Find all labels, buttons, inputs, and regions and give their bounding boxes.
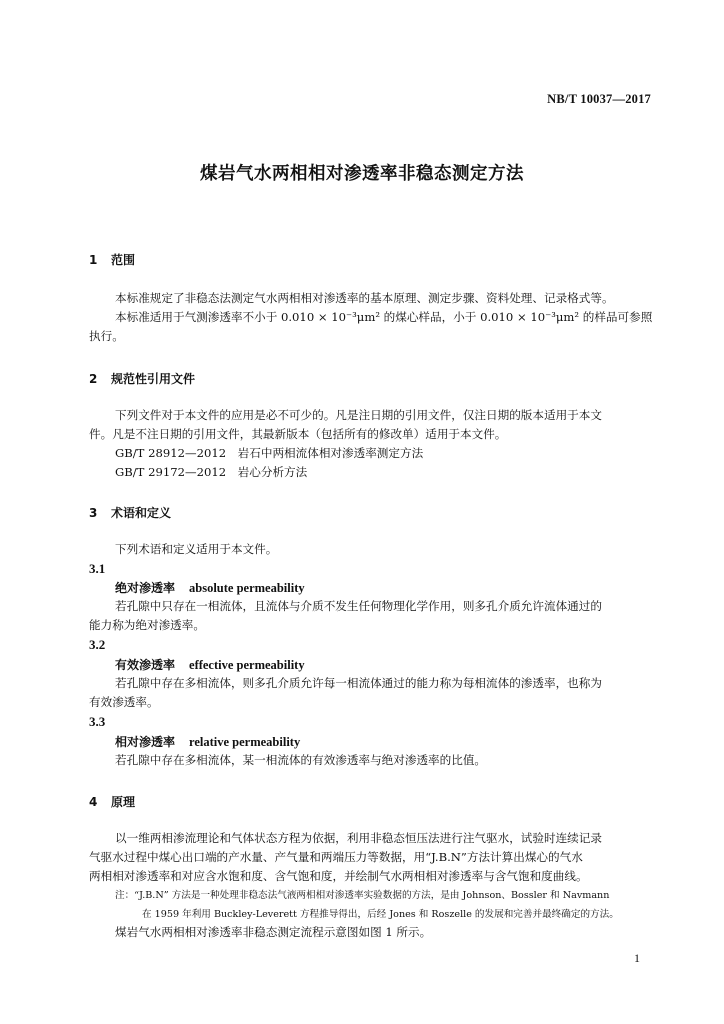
section-heading-terms (89, 504, 171, 521)
paragraph-line: 气驱水过程中煤心出口端的产水量、产气量和两端压力等数据，用“J.B.N”方法计算出煤心的气水 (89, 850, 583, 864)
paragraph-line: 下列文件对于本文件的应用是必不可少的。凡是注日期的引用文件，仅注日期的版本适用于本文 (115, 408, 602, 422)
term-zh: 相对渗透率 (115, 735, 176, 749)
paragraph-line: 两相相对渗透率和对应含水饱和度、含气饱和度，并绘制气水两相相对渗透率与含气饱和度曲线。 (89, 869, 588, 883)
reference-line: GB/T 28912—2012 岩石中两相流体相对渗透率测定方法 (115, 446, 424, 460)
paragraph-line: 下列术语和定义适用于本文件。 (115, 542, 278, 556)
definition-line: 若孔隙中存在多相流体，则多孔介质允许每一相流体通过的能力称为每相流体的渗透率，也称为 (115, 676, 602, 690)
section-number: 4 (89, 795, 98, 809)
term-entry (115, 656, 305, 673)
section-title: 规范性引用文件 (111, 372, 196, 386)
section-number: 2 (89, 372, 98, 386)
term-en: absolute permeability (189, 581, 305, 595)
term-en: relative permeability (189, 735, 301, 749)
definition-line: 能力称为绝对渗透率。 (89, 618, 205, 632)
page-number: 1 (634, 951, 640, 965)
section-title: 术语和定义 (111, 506, 172, 520)
reference-line: GB/T 29172—2012 岩心分析方法 (115, 465, 308, 479)
term-entry (115, 733, 300, 750)
term-zh: 绝对渗透率 (115, 581, 176, 595)
note-line: 在 1959 年利用 Buckley-Leverett 方程推导得出，后经 Jones 和 Roszelle 的发展和完善并最终确定的方法。 (142, 909, 619, 920)
term-en: effective permeability (189, 658, 305, 672)
paragraph-line: 本标准适用于气测渗透率不小于 0.010 × 10⁻³μm² 的煤心样品，小于 0.010 × 10⁻³μm² 的样品可参照 (115, 310, 653, 324)
term-number: 3.3 (89, 714, 106, 729)
paragraph-line: 煤岩气水两相相对渗透率非稳态测定流程示意图如图 1 所示。 (115, 925, 432, 939)
section-heading-scope (89, 251, 135, 268)
definition-line: 若孔隙中只存在一相流体，且流体与介质不发生任何物理化学作用，则多孔介质允许流体通过的 (115, 599, 602, 613)
term-number: 3.2 (89, 637, 106, 652)
term-number: 3.1 (89, 561, 106, 576)
paragraph-line: 件。凡是不注日期的引用文件，其最新版本（包括所有的修改单）适用于本文件。 (89, 427, 507, 441)
paragraph-line: 执行。 (89, 329, 124, 343)
section-heading-principle (89, 793, 135, 810)
section-number: 1 (89, 253, 98, 267)
definition-line: 有效渗透率。 (89, 695, 159, 709)
paragraph-line: 本标准规定了非稳态法测定气水两相相对渗透率的基本原理、测定步骤、资料处理、记录格式等。 (115, 291, 614, 305)
section-title: 范围 (111, 253, 136, 267)
document-title: 煤岩气水两相相对渗透率非稳态测定方法 (200, 164, 524, 184)
note-line: 注：“J.B.N” 方法是一种处理非稳态法气液两相相对渗透率实验数据的方法，是由 Johnson、Bossler 和 Navmann (115, 890, 610, 901)
section-title: 原理 (111, 795, 136, 809)
definition-line: 若孔隙中存在多相流体，某一相流体的有效渗透率与绝对渗透率的比值。 (115, 753, 487, 767)
standard-code: NB/T 10037—2017 (547, 92, 651, 106)
paragraph-line: 以一维两相渗流理论和气体状态方程为依据，利用非稳态恒压法进行注气驱水，试验时连续记录 (115, 831, 602, 845)
section-number: 3 (89, 506, 98, 520)
term-zh: 有效渗透率 (115, 658, 176, 672)
term-entry (115, 579, 305, 596)
section-heading-normative-references (89, 370, 195, 387)
